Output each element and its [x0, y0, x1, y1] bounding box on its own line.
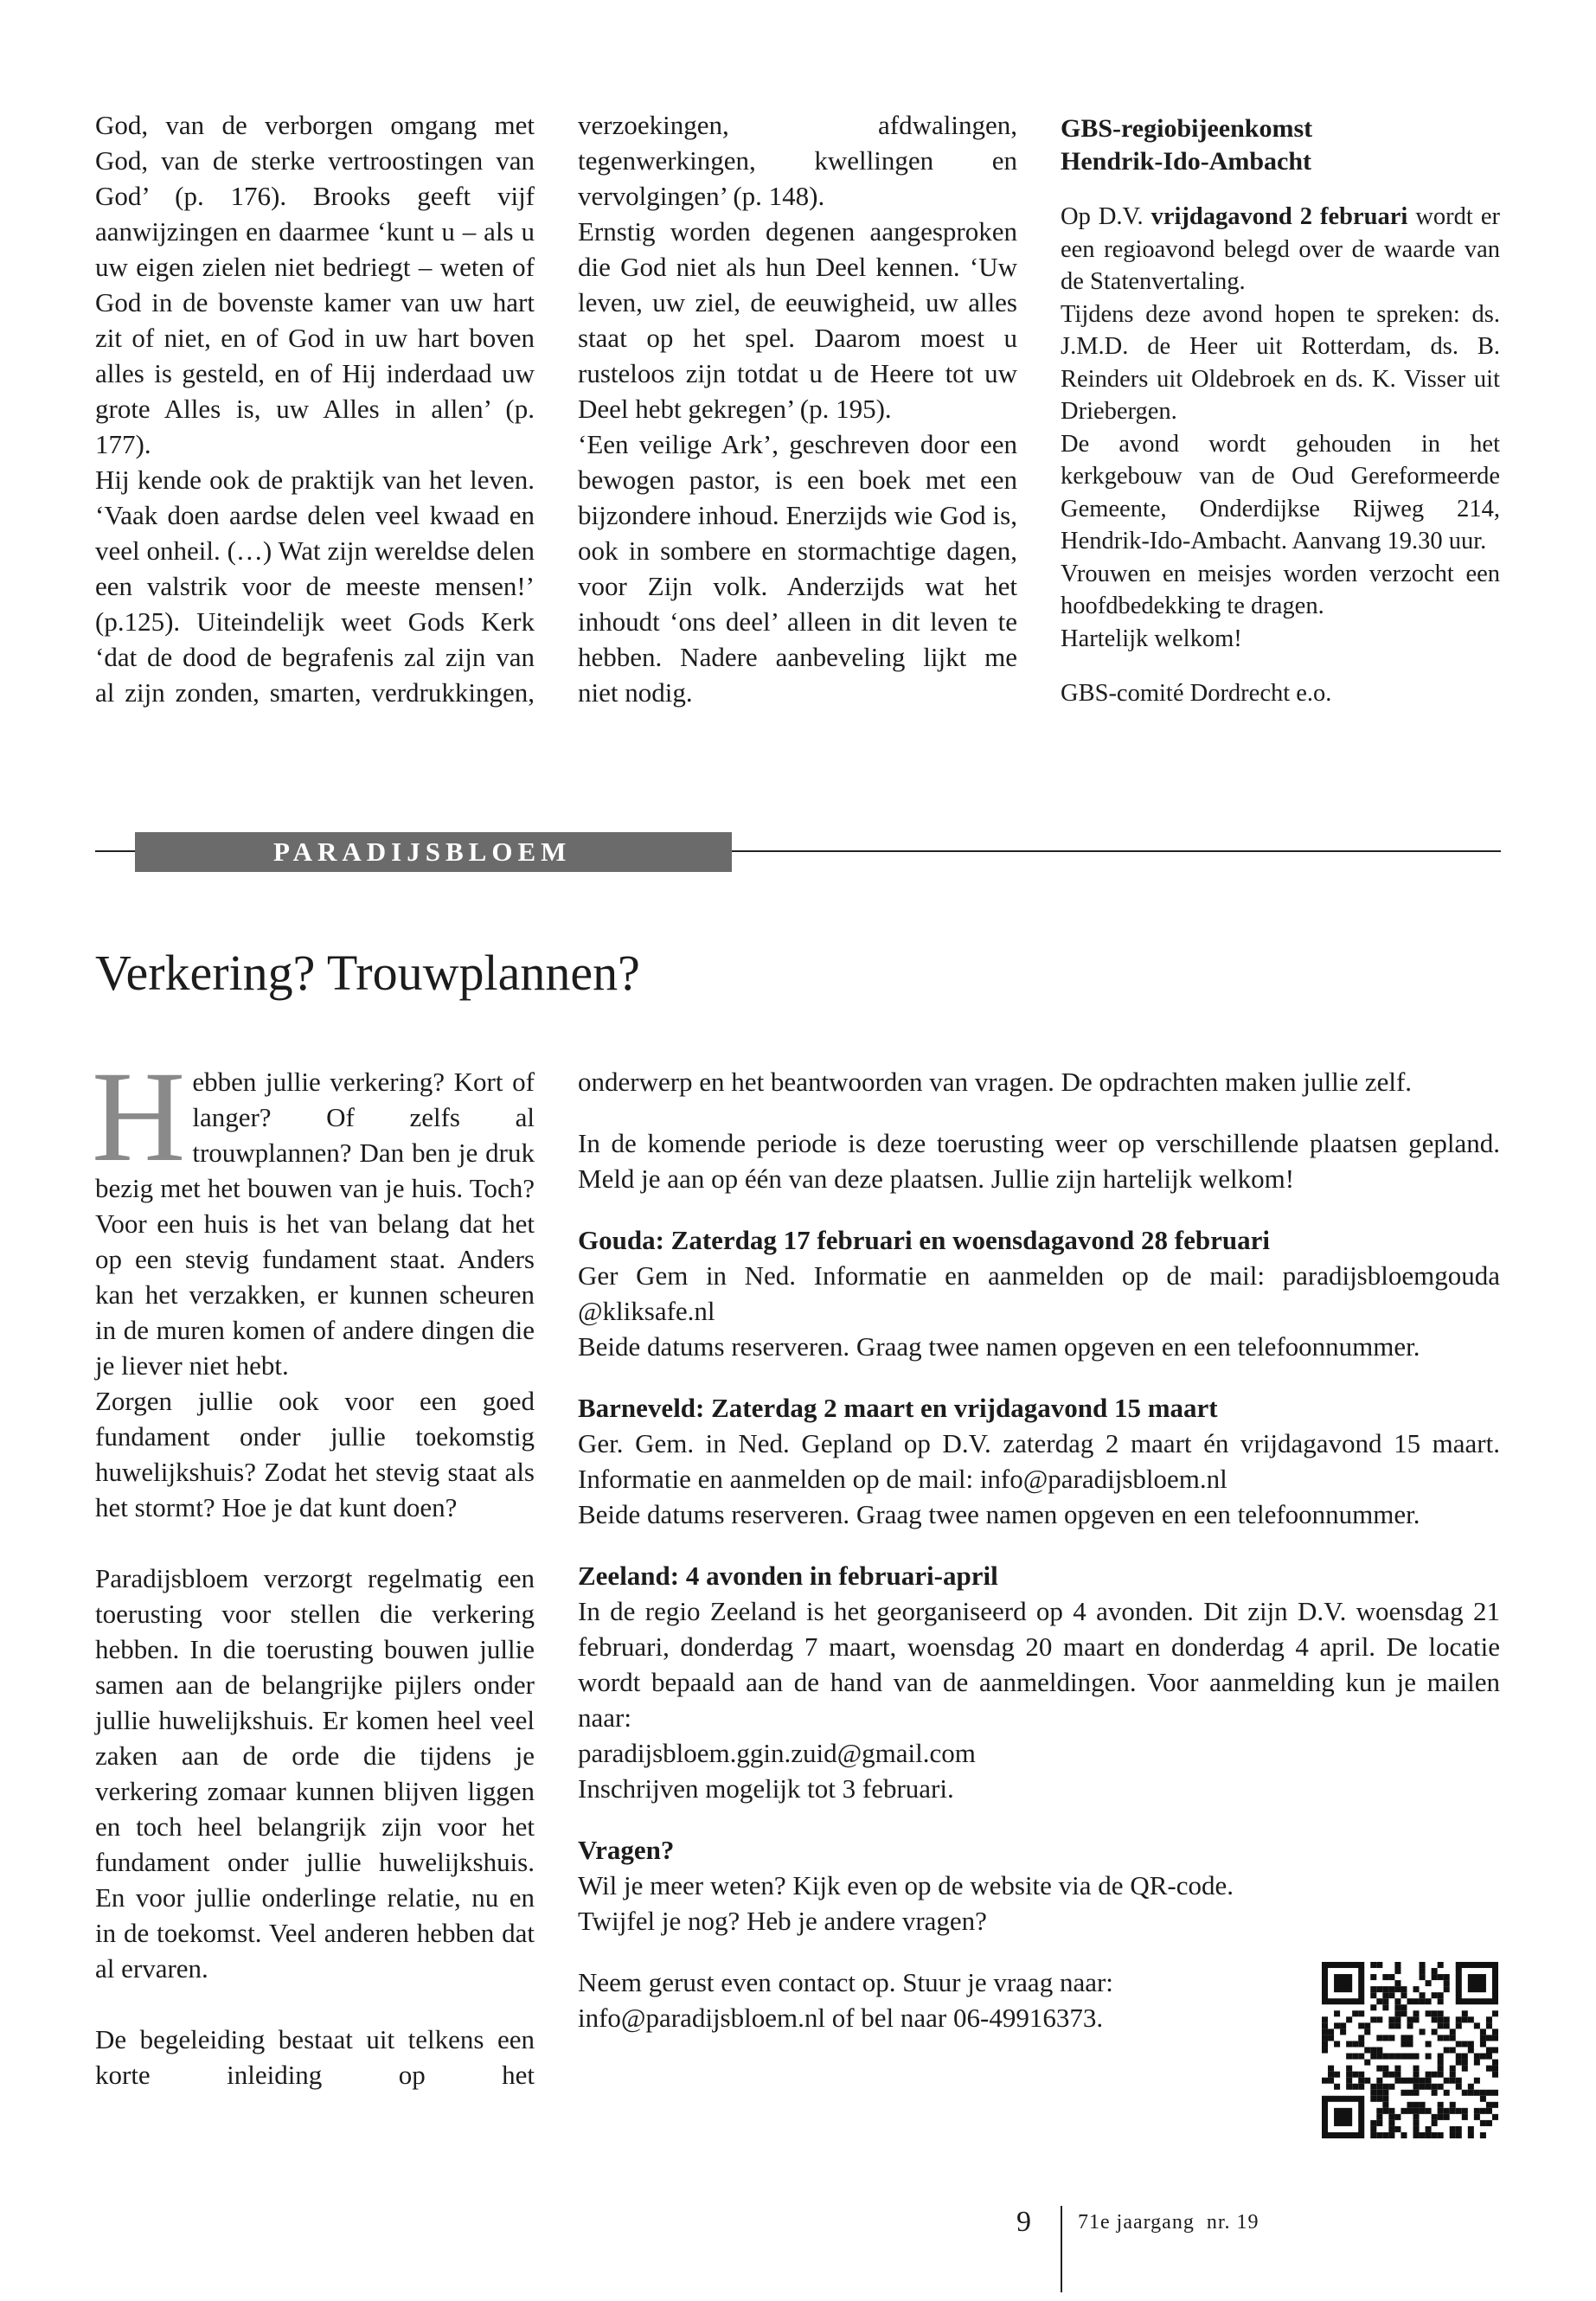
gbs-notice — [1061, 112, 1500, 710]
paragraph: Zorgen jullie ook voor een goed fundament onder jullie toekomstig huwelijkshuis? Zodat het stevig staat als het stormt? Hoe je dat kunt doen? — [95, 1386, 535, 1522]
issue-info: 71e jaargang nr. 19 — [1078, 2211, 1259, 2234]
gbs-committee: GBS-comité Dordrecht e.o. — [1061, 680, 1332, 707]
vragen-block — [578, 1832, 1287, 2035]
barneveld-note: Beide datums reserveren. Graag twee namen opgeven en een telefoonnummer. — [578, 1499, 1420, 1529]
paragraph: De begeleiding bestaat uit telkens een korte inleiding op het — [95, 2024, 535, 2090]
intro-text: ebben jullie verkering? Kort of langer? Of zelfs al trouwplannen? Dan ben je druk bezig met het bouwen van je huis. Toch? Voor een huis is het van belang dat het op een stevig fundament staat. Anders kan het verzakken, er kunnen scheuren in de muren komen of andere dingen die je liever niet hebt. — [95, 1067, 535, 1381]
page-number: 9 — [1016, 2206, 1031, 2238]
paragraph: verzoekingen, afdwalingen, tegenwerkingen, kwellingen en vervolgingen’ (p. 148). — [578, 110, 1017, 211]
article-column-2 — [578, 107, 1017, 710]
gbs-title-line-1: GBS-regiobijeenkomst — [1061, 114, 1313, 143]
paragraph: God, van de verborgen omgang met God, van de sterke vertroostingen van God’ (p. 176). Brooks geeft vijf aanwijzingen en daarmee ‘kunt u – als u uw eigen zielen niet bedriegt – weten of God in de bovenste kamer van uw hart zit of niet, en of God in uw hart boven alles is gesteld, en of Hij inderdaad uw grote Alles is, uw Alles in allen’ (p. 177). — [95, 110, 535, 459]
vragen-line-1: Wil je meer weten? Kijk even op de website via de QR-code. — [578, 1870, 1234, 1900]
zeeland-email[interactable]: paradijsbloem.ggin.zuid@gmail.com — [578, 1738, 976, 1768]
vragen-title-text: Vragen? — [578, 1835, 675, 1865]
gbs-headcover: Vrouwen en meisjes worden verzocht een hoofdbedekking te dragen. — [1061, 560, 1500, 619]
paradijsbloem-left-column — [92, 1045, 535, 2093]
paragraph: ‘Een veilige Ark’, geschreven door een bewogen pastor, is een boek met een bijzondere inhoud. Enerzijds wie God is, ook in sombere en stormachtige dagen, voor Zijn volk. Anderzijds wat het inhoudt ‘ons deel’ alleen in dit leven te hebben. Nadere aanbeveling lijkt me niet nodig. — [578, 429, 1017, 708]
paragraph: onderwerp en het beantwoorden van vragen. De opdrachten maken jullie zelf. — [578, 1067, 1413, 1097]
gbs-speakers: Tijdens deze avond hopen te spreken: ds. J.M.D. de Heer uit Rotterdam, ds. B. Reinders uit Oldebroek en ds. K. Visser uit Driebergen. — [1061, 300, 1500, 425]
gbs-body — [1061, 201, 1500, 710]
qr-code-icon[interactable] — [1322, 1962, 1498, 2138]
contact-line-2[interactable]: info@paradijsbloem.nl of bel naar 06-49916373. — [578, 2003, 1104, 2033]
barneveld-info: Ger. Gem. in Ned. Gepland op D.V. zaterdag 2 maart én vrijdagavond 15 maart. Informatie en aanmelden op de mail: info@paradijsbloem.nl — [578, 1428, 1500, 1494]
paragraph: Paradijsbloem verzorgt regelmatig een toerusting voor stellen die verkering hebben. In die toerusting bouwen jullie samen aan de belangrijke pijlers onder jullie huwelijkshuis. Er komen heel veel zaken aan de orde die tijdens je verkering zomaar kunnen blijven liggen en toch heel belangrijk zijn voor het fundament onder jullie huwelijkshuis. En voor jullie onderlinge relatie, nu en in de toekomst. Veel anderen hebben dat al ervaren. — [95, 1563, 535, 1984]
footer-divider — [1061, 2206, 1062, 2292]
article-column-1 — [95, 107, 535, 710]
gbs-intro — [1061, 201, 1500, 298]
paragraph: In de komende periode is deze toerusting weer op verschillende plaatsen gepland. Meld je aan op één van deze plaatsen. Jullie zijn hartelijk welkom! — [578, 1128, 1500, 1194]
zeeland-title-text: Zeeland: 4 avonden in februari-april — [578, 1561, 998, 1591]
drop-cap: H — [92, 1045, 186, 1189]
gbs-welcome: Hartelijk welkom! — [1061, 625, 1242, 652]
vragen-title — [578, 1832, 1287, 1868]
paragraph: Ernstig worden degenen aangesproken die God niet als hun Deel kennen. ‘Uw leven, uw ziel, de eeuwigheid, uw alles staat op het spel. Daarom moest u rusteloos zijn totdat u de Heere tot uw Deel hebt gekregen’ (p. 195). — [578, 216, 1017, 424]
gbs-title-line-2: Hendrik-Ido-Ambacht — [1061, 147, 1312, 176]
page-title: Verkering? Trouwplannen? — [95, 945, 640, 1001]
zeeland-title — [578, 1558, 1500, 1593]
gbs-intro-text: Op D.V. — [1061, 203, 1151, 230]
barneveld-title — [578, 1390, 1500, 1426]
gouda-info: Ger Gem in Ned. Informatie en aanmelden op de mail: paradijsbloemgouda @kliksafe.nl — [578, 1260, 1500, 1326]
gouda-title — [578, 1222, 1500, 1258]
zeeland-info: In de regio Zeeland is het georganiseerd op 4 avonden. Dit zijn D.V. woensdag 21 februari, donderdag 7 maart, woensdag 20 maart en donderdag 4 april. De locatie wordt bepaald aan de hand van de aanmeldingen. Voor aanmelding kun je mailen naar: — [578, 1596, 1500, 1733]
gbs-location: De avond wordt gehouden in het kerkgebouw van de Oud Gereformeerde Gemeente, Onderdijkse Rijweg 214, Hendrik-Ido-Ambacht. Aanvang 19.30 uur. — [1061, 430, 1500, 554]
zeeland-deadline: Inschrijven mogelijk tot 3 februari. — [578, 1773, 954, 1804]
gouda-note: Beide datums reserveren. Graag twee namen opgeven en een telefoonnummer. — [578, 1331, 1420, 1362]
barneveld-title-text: Barneveld: Zaterdag 2 maart en vrijdagavond 15 maart — [578, 1393, 1218, 1423]
gouda-title-text: Gouda: Zaterdag 17 februari en woensdagavond 28 februari — [578, 1225, 1270, 1255]
paradijsbloem-right-column — [578, 1064, 1500, 2035]
vragen-line-2: Twijfel je nog? Heb je andere vragen? — [578, 1906, 987, 1936]
contact-line-1: Neem gerust even contact op. Stuur je vraag naar: — [578, 1967, 1113, 1997]
gbs-intro-text: wordt er een regioavond belegd over de waarde van de Statenvertaling. — [1061, 203, 1500, 295]
intro-paragraph — [92, 1045, 535, 1383]
gbs-date: vrijdagavond 2 februari — [1151, 203, 1408, 230]
paragraph: Hij kende ook de praktijk van het leven. ‘Vaak doen aardse delen veel kwaad en veel onheil. (…) Wat zijn wereldse delen een valstrik voor de meeste mensen!’ (p.125). Uiteindelijk weet Gods Kerk ‘dat de dood de begrafenis zal zijn van al zijn zonden, smarten, verdrukkingen, — [95, 465, 535, 708]
section-banner: PARADIJSBLOEM — [135, 832, 732, 872]
